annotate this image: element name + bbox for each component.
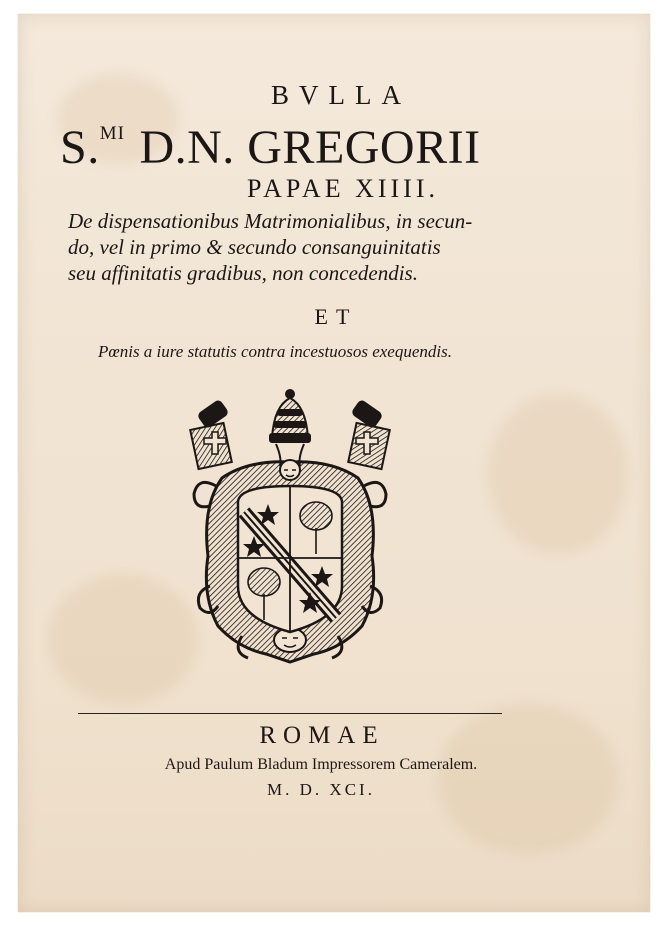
title-papae: PAPAE XIIII.	[247, 174, 439, 203]
conjunction-et: ET	[314, 304, 358, 329]
imprint-year: M. D. XCI.	[267, 780, 375, 799]
description-line-2: do, vel in primo & secundo consanguinitatis	[68, 235, 441, 259]
description-line-1: De dispensationibus Matrimonialibus, in secun-	[68, 209, 473, 233]
description-line-3: seu affinitatis gradibus, non concedendis.	[68, 261, 418, 285]
papal-coat-of-arms-woodcut-icon	[182, 386, 398, 674]
imprint-printer: Apud Paulum Bladum Impressorem Cameralem.	[164, 756, 478, 773]
subtitle-poenis: Pœnis a iure statutis contra incestuosos exequendis.	[98, 342, 452, 361]
imprint-divider-rule	[78, 713, 502, 714]
title-prefix: S.	[60, 121, 100, 174]
title-bulla: BVLLA	[271, 80, 411, 110]
title-main-name: D.N. GREGORII	[139, 121, 481, 174]
title-superscript: MI	[99, 123, 125, 144]
imprint-city: ROMAE	[259, 722, 385, 749]
title-pope-name	[60, 120, 520, 175]
